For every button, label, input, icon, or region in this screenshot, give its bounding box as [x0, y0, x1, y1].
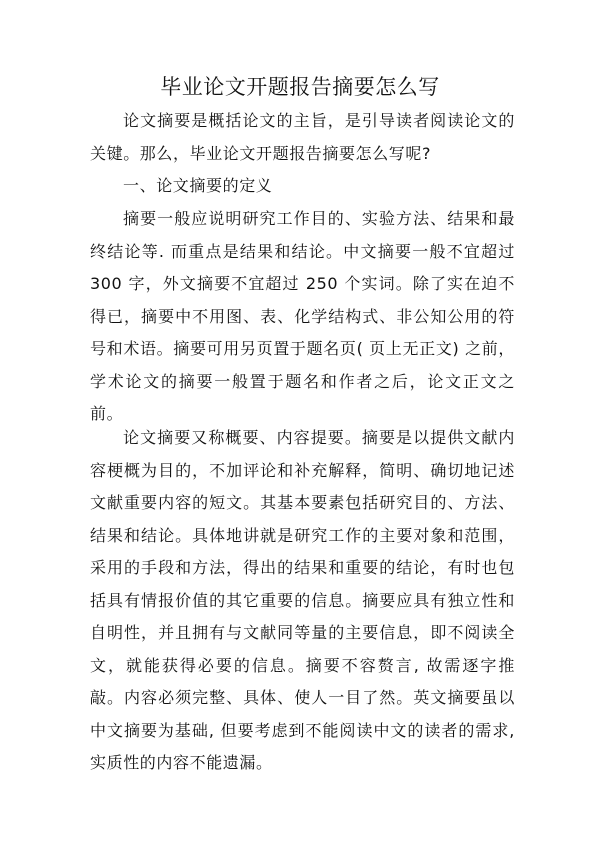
intro-paragraph: 论文摘要是概括论文的主旨，是引导读者阅读论文的关键。那么，毕业论文开题报告摘要怎么写呢? — [90, 111, 515, 163]
section-heading: 一、论文摘要的定义 — [123, 176, 273, 195]
definition-paragraph: 摘要一般应说明研究工作目的、实验方法、结果和最终结论等. 而重点是结果和结论。中文摘要一般不宜超过 300 字，外文摘要不宜超过 250 个实词。除了实在迫不得已，摘要中不用图、表、化学结构式、非公知公用的符号和术语。摘要可用另页置于题名页( 页上无正文) 之前，学术论文的摘要一般置于题名和作者之后，论文正文之前。 — [90, 209, 515, 423]
page-title: 毕业论文开题报告摘要怎么写 — [160, 75, 440, 99]
abstract-description-paragraph: 论文摘要又称概要、内容提要。摘要是以提供文献内容梗概为目的，不加评论和补充解释，简明、确切地记述文献重要内容的短文。其基本要素包括研究目的、方法、结果和结论。具体地讲就是研究工作的主要对象和范围，采用的手段和方法，得出的结果和重要的结论，有时也包括具有情报价值的其它重要的信息。摘要应具有独立性和自明性，并且拥有与文献同等量的主要信息，即不阅读全文，就能获得必要的信息。摘要不容赘言, 故需逐字推敲。内容必须完整、具体、使人一目了然。英文摘要虽以中文摘要为基础, 但要考虑到不能阅读中文的读者的需求, 实质性的内容不能遗漏。 — [90, 428, 515, 772]
